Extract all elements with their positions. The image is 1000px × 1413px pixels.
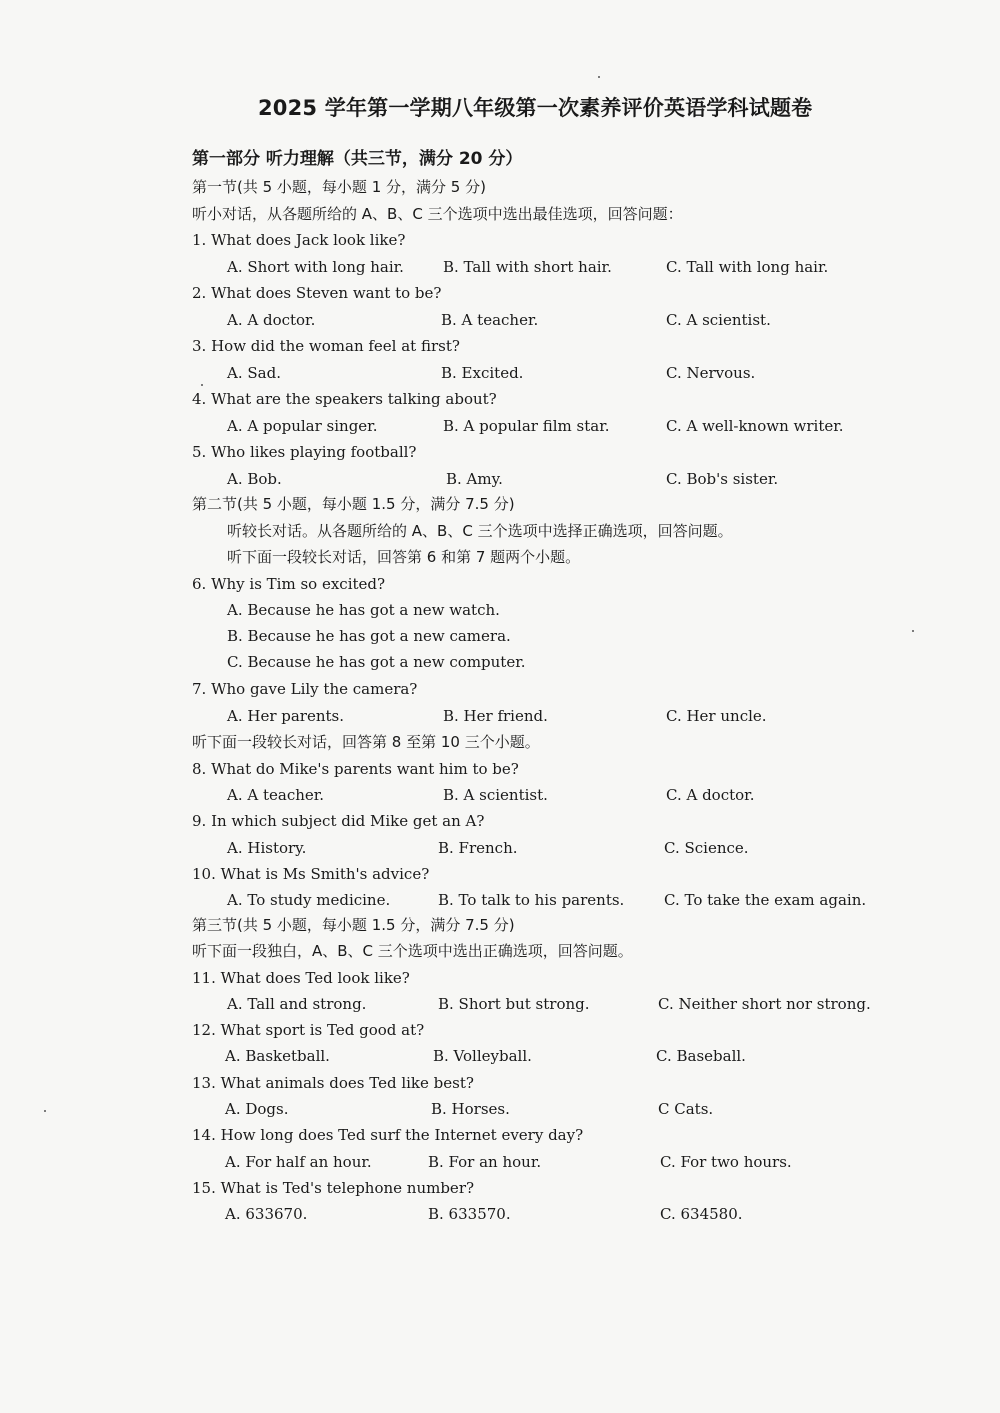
question-11: 11. What does Ted look like? — [192, 969, 410, 987]
section1-heading: 第一节(共 5 小题，每小题 1 分，满分 5 分) — [192, 178, 486, 196]
q8-option-b: B. A scientist. — [443, 786, 548, 804]
q15-option-b: B. 633570. — [428, 1205, 511, 1223]
q13-option-c: C Cats. — [658, 1100, 714, 1118]
question-9: 9. In which subject did Mike get an A? — [192, 812, 485, 830]
section3-instruction: 听下面一段独白，A、B、C 三个选项中选出正确选项，回答问题。 — [192, 942, 633, 960]
scan-speck — [44, 1110, 46, 1112]
q8-option-a: A. A teacher. — [227, 786, 325, 804]
section2-sub-instruction-1: 听下面一段较长对话，回答第 6 和第 7 题两个小题。 — [227, 548, 581, 566]
q5-option-c: C. Bob's sister. — [666, 470, 779, 488]
q9-option-c: C. Science. — [664, 839, 749, 857]
q6-option-c: C. Because he has got a new computer. — [227, 653, 526, 671]
q14-option-b: B. For an hour. — [428, 1153, 542, 1171]
q2-option-a: A. A doctor. — [227, 311, 316, 329]
question-15: 15. What is Ted's telephone number? — [192, 1179, 475, 1197]
q3-option-c: C. Nervous. — [666, 364, 756, 382]
question-7: 7. Who gave Lily the camera? — [192, 680, 418, 698]
question-5: 5. Who likes playing football? — [192, 443, 417, 461]
q3-option-b: B. Excited. — [441, 364, 524, 382]
q7-option-a: A. Her parents. — [227, 707, 345, 725]
q5-option-a: A. Bob. — [227, 470, 282, 488]
q13-option-b: B. Horses. — [431, 1100, 510, 1118]
scan-speck — [912, 630, 914, 632]
q10-option-b: B. To talk to his parents. — [438, 891, 625, 909]
question-3: 3. How did the woman feel at first? — [192, 337, 460, 355]
q12-option-a: A. Basketball. — [225, 1047, 330, 1065]
q1-option-b: B. Tall with short hair. — [443, 258, 612, 276]
q13-option-a: A. Dogs. — [225, 1100, 289, 1118]
scan-speck — [598, 76, 600, 78]
question-10: 10. What is Ms Smith's advice? — [192, 865, 430, 883]
section2-heading: 第二节(共 5 小题，每小题 1.5 分，满分 7.5 分) — [192, 495, 515, 513]
question-6: 6. Why is Tim so excited? — [192, 575, 386, 593]
q11-option-b: B. Short but strong. — [438, 995, 590, 1013]
part1-heading: 第一部分 听力理解（共三节，满分 20 分） — [192, 149, 523, 169]
q9-option-a: A. History. — [227, 839, 307, 857]
q4-option-a: A. A popular singer. — [227, 417, 378, 435]
q5-option-b: B. Amy. — [446, 470, 503, 488]
q3-option-a: A. Sad. — [227, 364, 281, 382]
question-14: 14. How long does Ted surf the Internet every day? — [192, 1126, 584, 1144]
q7-option-b: B. Her friend. — [443, 707, 548, 725]
section2-sub-instruction-2: 听下面一段较长对话，回答第 8 至第 10 三个小题。 — [192, 733, 540, 751]
q11-option-a: A. Tall and strong. — [227, 995, 367, 1013]
question-12: 12. What sport is Ted good at? — [192, 1021, 425, 1039]
section3-heading: 第三节(共 5 小题，每小题 1.5 分，满分 7.5 分) — [192, 916, 515, 934]
section2-instruction: 听较长对话。从各题所给的 A、B、C 三个选项中选择正确选项，回答问题。 — [227, 522, 733, 540]
question-13: 13. What animals does Ted like best? — [192, 1074, 474, 1092]
q6-option-b: B. Because he has got a new camera. — [227, 627, 511, 645]
scan-speck — [201, 384, 203, 386]
q1-option-a: A. Short with long hair. — [227, 258, 404, 276]
q11-option-c: C. Neither short nor strong. — [658, 995, 871, 1013]
exam-title: 2025 学年第一学期八年级第一次素养评价英语学科试题卷 — [258, 96, 813, 120]
q2-option-c: C. A scientist. — [666, 311, 771, 329]
question-2: 2. What does Steven want to be? — [192, 284, 442, 302]
q10-option-a: A. To study medicine. — [227, 891, 391, 909]
q6-option-a: A. Because he has got a new watch. — [227, 601, 500, 619]
q10-option-c: C. To take the exam again. — [664, 891, 867, 909]
q14-option-a: A. For half an hour. — [225, 1153, 372, 1171]
q7-option-c: C. Her uncle. — [666, 707, 767, 725]
q15-option-c: C. 634580. — [660, 1205, 743, 1223]
question-1: 1. What does Jack look like? — [192, 231, 406, 249]
q1-option-c: C. Tall with long hair. — [666, 258, 829, 276]
q4-option-b: B. A popular film star. — [443, 417, 610, 435]
question-8: 8. What do Mike's parents want him to be? — [192, 760, 519, 778]
q12-option-b: B. Volleyball. — [433, 1047, 532, 1065]
section1-instruction: 听小对话，从各题所给的 A、B、C 三个选项中选出最佳选项，回答问题： — [192, 205, 683, 223]
q9-option-b: B. French. — [438, 839, 518, 857]
question-4: 4. What are the speakers talking about? — [192, 390, 497, 408]
q4-option-c: C. A well-known writer. — [666, 417, 844, 435]
q14-option-c: C. For two hours. — [660, 1153, 792, 1171]
q15-option-a: A. 633670. — [225, 1205, 308, 1223]
q8-option-c: C. A doctor. — [666, 786, 755, 804]
q2-option-b: B. A teacher. — [441, 311, 539, 329]
q12-option-c: C. Baseball. — [656, 1047, 746, 1065]
